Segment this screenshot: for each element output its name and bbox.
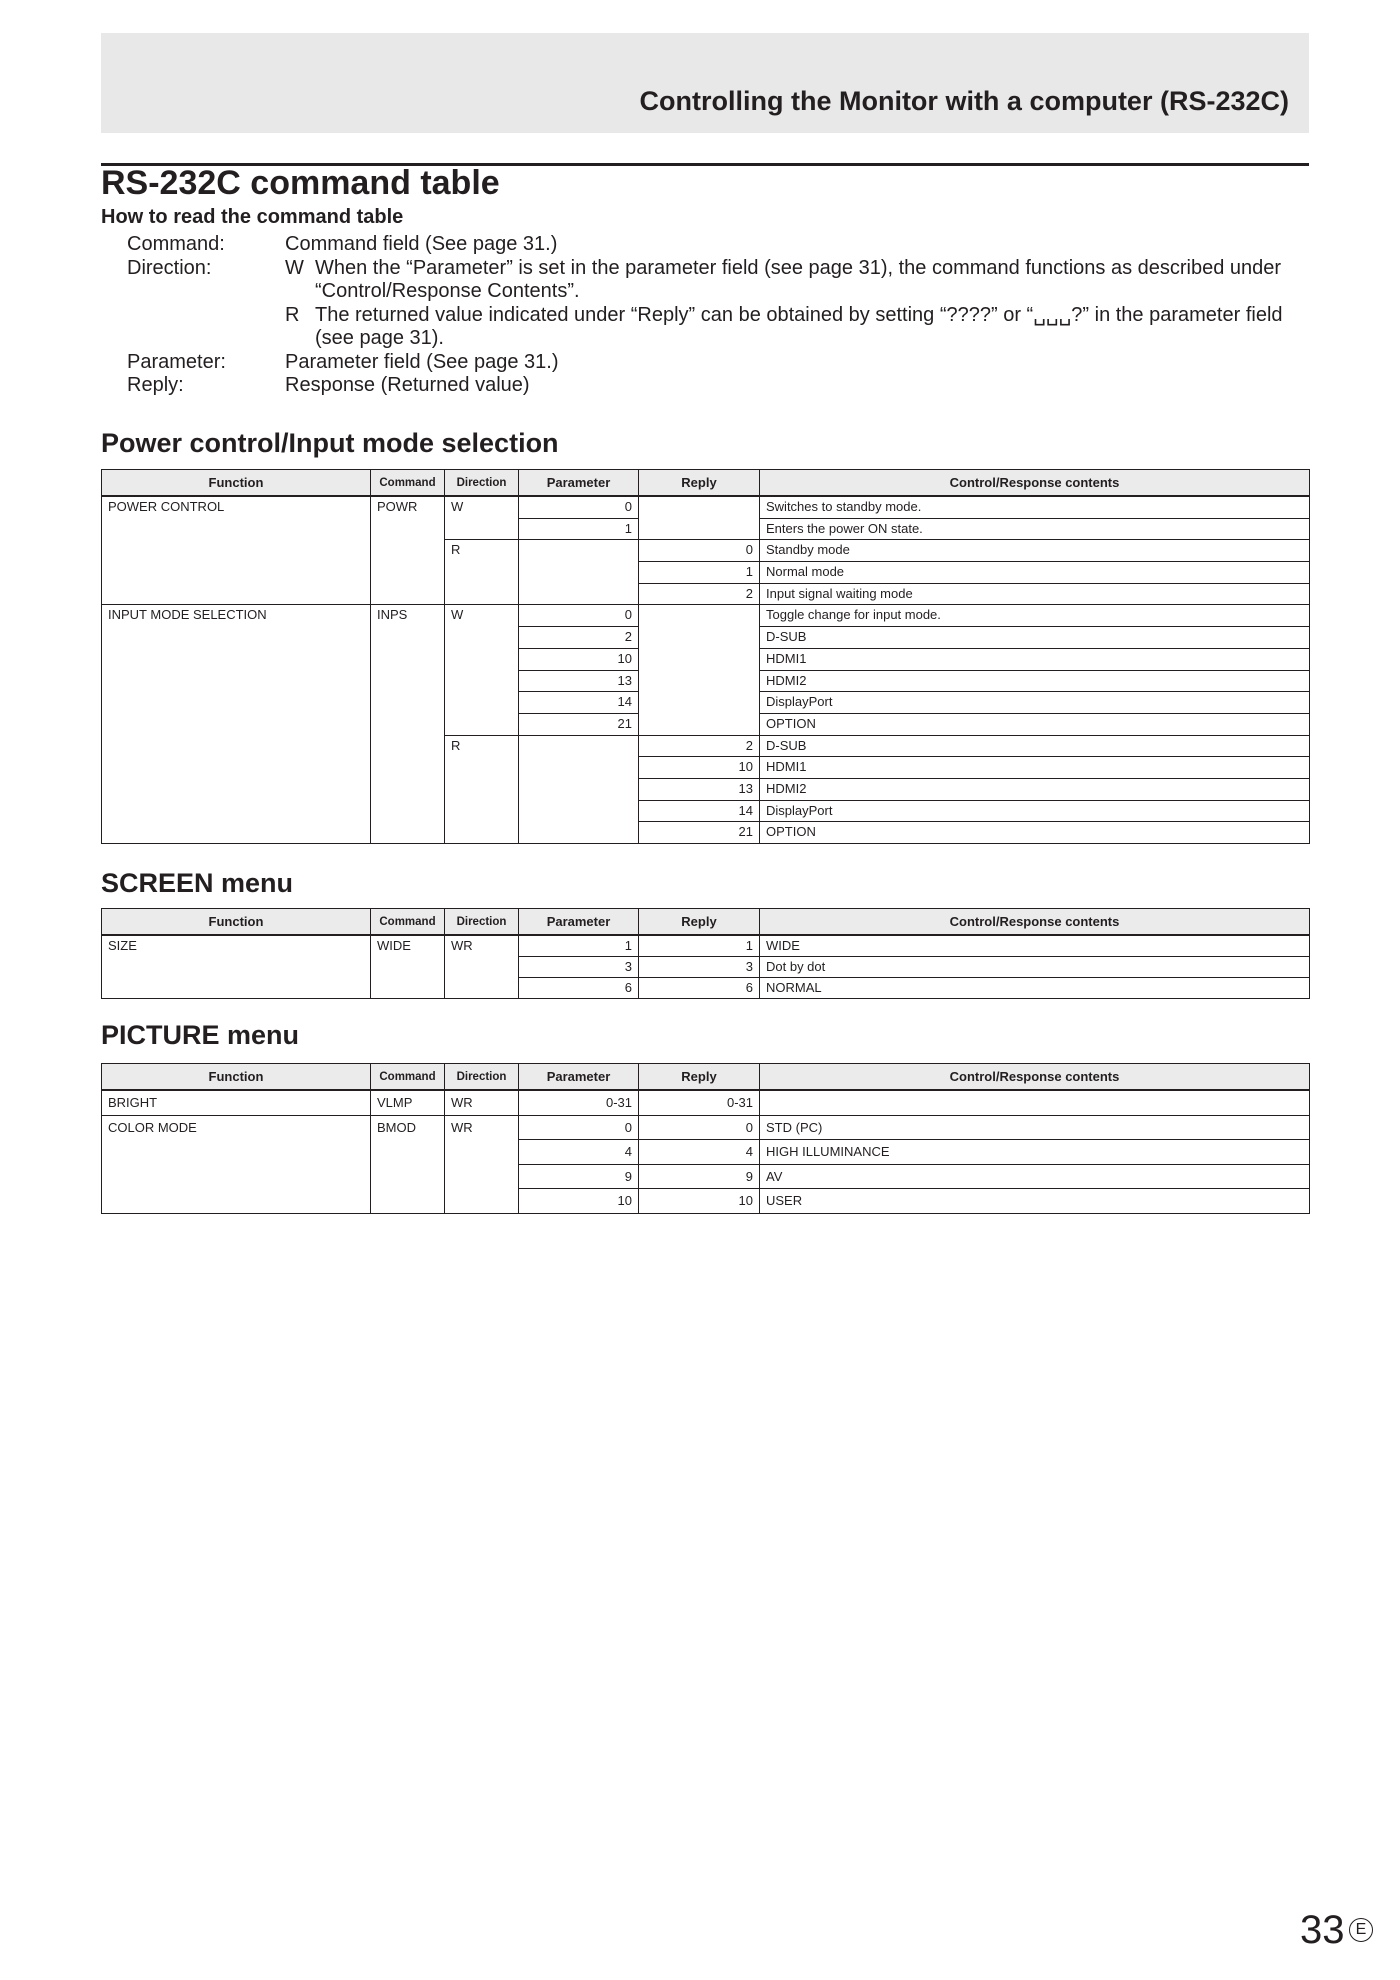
- col-contents: Control/Response contents: [760, 909, 1310, 936]
- command-cell: INPS: [371, 605, 445, 844]
- legend-row-parameter: [127, 351, 1307, 375]
- direction-cell: WR: [445, 1090, 519, 1115]
- contents-cell: Dot by dot: [760, 957, 1310, 978]
- direction-code: W: [285, 256, 304, 279]
- col-reply: Reply: [639, 1064, 760, 1091]
- contents-cell: [760, 1090, 1310, 1115]
- contents-cell: OPTION: [760, 822, 1310, 844]
- header-title: Controlling the Monitor with a computer (RS-232C): [639, 86, 1289, 116]
- direction-cell: WR: [445, 935, 519, 999]
- command-cell: POWR: [371, 496, 445, 605]
- contents-cell: Standby mode: [760, 540, 1310, 562]
- contents-cell: HIGH ILLUMINANCE: [760, 1140, 1310, 1165]
- parameter-cell: 10: [519, 648, 639, 670]
- reply-cell: 6: [639, 978, 760, 999]
- contents-cell: NORMAL: [760, 978, 1310, 999]
- how-to-read-heading: How to read the command table: [101, 206, 404, 228]
- contents-cell: HDMI2: [760, 778, 1310, 800]
- parameter-cell: 10: [519, 1189, 639, 1214]
- reply-cell: 1: [639, 562, 760, 584]
- command-cell: BMOD: [371, 1115, 445, 1213]
- contents-cell: WIDE: [760, 935, 1310, 957]
- legend-row-direction: [127, 257, 1307, 351]
- legend-definition: Parameter field (See page 31.): [285, 350, 559, 373]
- contents-cell: AV: [760, 1164, 1310, 1189]
- col-direction: Direction: [445, 1064, 519, 1091]
- command-cell: VLMP: [371, 1090, 445, 1115]
- parameter-cell: 2: [519, 627, 639, 649]
- function-cell: COLOR MODE: [102, 1115, 371, 1213]
- contents-cell: HDMI2: [760, 670, 1310, 692]
- legend-term: Parameter:: [127, 350, 226, 373]
- col-direction: Direction: [445, 909, 519, 936]
- reply-cell: 0: [639, 540, 760, 562]
- picture-menu-table: [101, 1063, 1310, 1214]
- table-row: [102, 496, 1310, 518]
- legend-row-reply: [127, 374, 1307, 398]
- contents-cell: DisplayPort: [760, 800, 1310, 822]
- col-direction: Direction: [445, 470, 519, 497]
- contents-cell: OPTION: [760, 713, 1310, 735]
- parameter-cell: 3: [519, 957, 639, 978]
- contents-cell: D-SUB: [760, 627, 1310, 649]
- col-command: Command: [371, 470, 445, 497]
- contents-cell: STD (PC): [760, 1115, 1310, 1140]
- contents-cell: Enters the power ON state.: [760, 518, 1310, 540]
- col-function: Function: [102, 909, 371, 936]
- direction-cell: WR: [445, 1115, 519, 1213]
- reply-cell: 10: [639, 757, 760, 779]
- header-band: [101, 33, 1309, 133]
- function-cell: BRIGHT: [102, 1090, 371, 1115]
- reply-cell: 13: [639, 778, 760, 800]
- function-cell: SIZE: [102, 935, 371, 999]
- direction-cell: R: [445, 735, 519, 843]
- reply-cell: 4: [639, 1140, 760, 1165]
- reply-cell: 9: [639, 1164, 760, 1189]
- direction-cell: W: [445, 605, 519, 735]
- direction-w-item: [285, 257, 1307, 304]
- contents-cell: HDMI1: [760, 757, 1310, 779]
- function-cell: INPUT MODE SELECTION: [102, 605, 371, 844]
- reply-cell: 3: [639, 957, 760, 978]
- legend-term: Command:: [127, 233, 225, 255]
- section-title-screen: SCREEN menu: [101, 868, 294, 898]
- parameter-cell: 0: [519, 1115, 639, 1140]
- col-parameter: Parameter: [519, 909, 639, 936]
- direction-r-item: [285, 304, 1307, 351]
- parameter-cell: 14: [519, 692, 639, 714]
- direction-cell: R: [445, 540, 519, 605]
- col-contents: Control/Response contents: [760, 470, 1310, 497]
- col-reply: Reply: [639, 909, 760, 936]
- direction-code: R: [285, 303, 300, 326]
- region-mark: E: [1349, 1918, 1373, 1942]
- contents-cell: D-SUB: [760, 735, 1310, 757]
- contents-cell: Switches to standby mode.: [760, 496, 1310, 518]
- table-row: [102, 1115, 1310, 1140]
- parameter-cell: 6: [519, 978, 639, 999]
- reply-cell: 0: [639, 1115, 760, 1140]
- reply-cell: 1: [639, 935, 760, 957]
- section-title-picture: PICTURE menu: [101, 1020, 300, 1050]
- direction-cell: W: [445, 496, 519, 540]
- contents-cell: DisplayPort: [760, 692, 1310, 714]
- contents-cell: Input signal waiting mode: [760, 583, 1310, 605]
- parameter-cell: 4: [519, 1140, 639, 1165]
- parameter-cell: [519, 540, 639, 605]
- col-parameter: Parameter: [519, 1064, 639, 1091]
- how-to-read-legend: [127, 233, 1307, 398]
- legend-definition: [285, 257, 1307, 351]
- contents-cell: HDMI1: [760, 648, 1310, 670]
- parameter-cell: 1: [519, 518, 639, 540]
- col-function: Function: [102, 470, 371, 497]
- reply-cell: 10: [639, 1189, 760, 1214]
- section-title-power: Power control/Input mode selection: [101, 428, 559, 458]
- direction-text: When the “Parameter” is set in the parameter field (see page 31), the command functions as described under “Control/Response Contents”.: [315, 256, 1282, 302]
- col-contents: Control/Response contents: [760, 1064, 1310, 1091]
- parameter-cell: 13: [519, 670, 639, 692]
- reply-cell: 21: [639, 822, 760, 844]
- parameter-cell: 9: [519, 1164, 639, 1189]
- contents-cell: Normal mode: [760, 562, 1310, 584]
- page-title: RS-232C command table: [101, 164, 500, 202]
- parameter-cell: 0: [519, 496, 639, 518]
- parameter-cell: 0-31: [519, 1090, 639, 1115]
- parameter-cell: 0: [519, 605, 639, 627]
- table-row: [102, 605, 1310, 627]
- legend-row-command: [127, 233, 1307, 257]
- function-cell: POWER CONTROL: [102, 496, 371, 605]
- power-input-table: [101, 469, 1310, 844]
- table-header-row: [102, 470, 1310, 497]
- contents-cell: USER: [760, 1189, 1310, 1214]
- col-command: Command: [371, 1064, 445, 1091]
- screen-menu-table: [101, 908, 1310, 999]
- col-command: Command: [371, 909, 445, 936]
- table-header-row: [102, 909, 1310, 936]
- contents-cell: Toggle change for input mode.: [760, 605, 1310, 627]
- reply-cell: 14: [639, 800, 760, 822]
- page-number: 33: [1300, 1908, 1345, 1952]
- direction-text: The returned value indicated under “Reply” can be obtained by setting “????” or “␣␣␣?” in the parameter field (see page 31).: [315, 303, 1283, 349]
- command-cell: WIDE: [371, 935, 445, 999]
- parameter-cell: 1: [519, 935, 639, 957]
- reply-cell: 0-31: [639, 1090, 760, 1115]
- col-parameter: Parameter: [519, 470, 639, 497]
- reply-cell: [639, 496, 760, 540]
- parameter-cell: [519, 735, 639, 843]
- col-function: Function: [102, 1064, 371, 1091]
- reply-cell: 2: [639, 583, 760, 605]
- col-reply: Reply: [639, 470, 760, 497]
- table-header-row: [102, 1064, 1310, 1091]
- table-row: [102, 1090, 1310, 1115]
- legend-term: Reply:: [127, 374, 184, 396]
- reply-cell: [639, 605, 760, 735]
- table-row: [102, 935, 1310, 957]
- legend-definition: Response (Returned value): [285, 374, 530, 396]
- reply-cell: 2: [639, 735, 760, 757]
- parameter-cell: 21: [519, 713, 639, 735]
- legend-term: Direction:: [127, 256, 212, 279]
- legend-definition: Command field (See page 31.): [285, 233, 558, 255]
